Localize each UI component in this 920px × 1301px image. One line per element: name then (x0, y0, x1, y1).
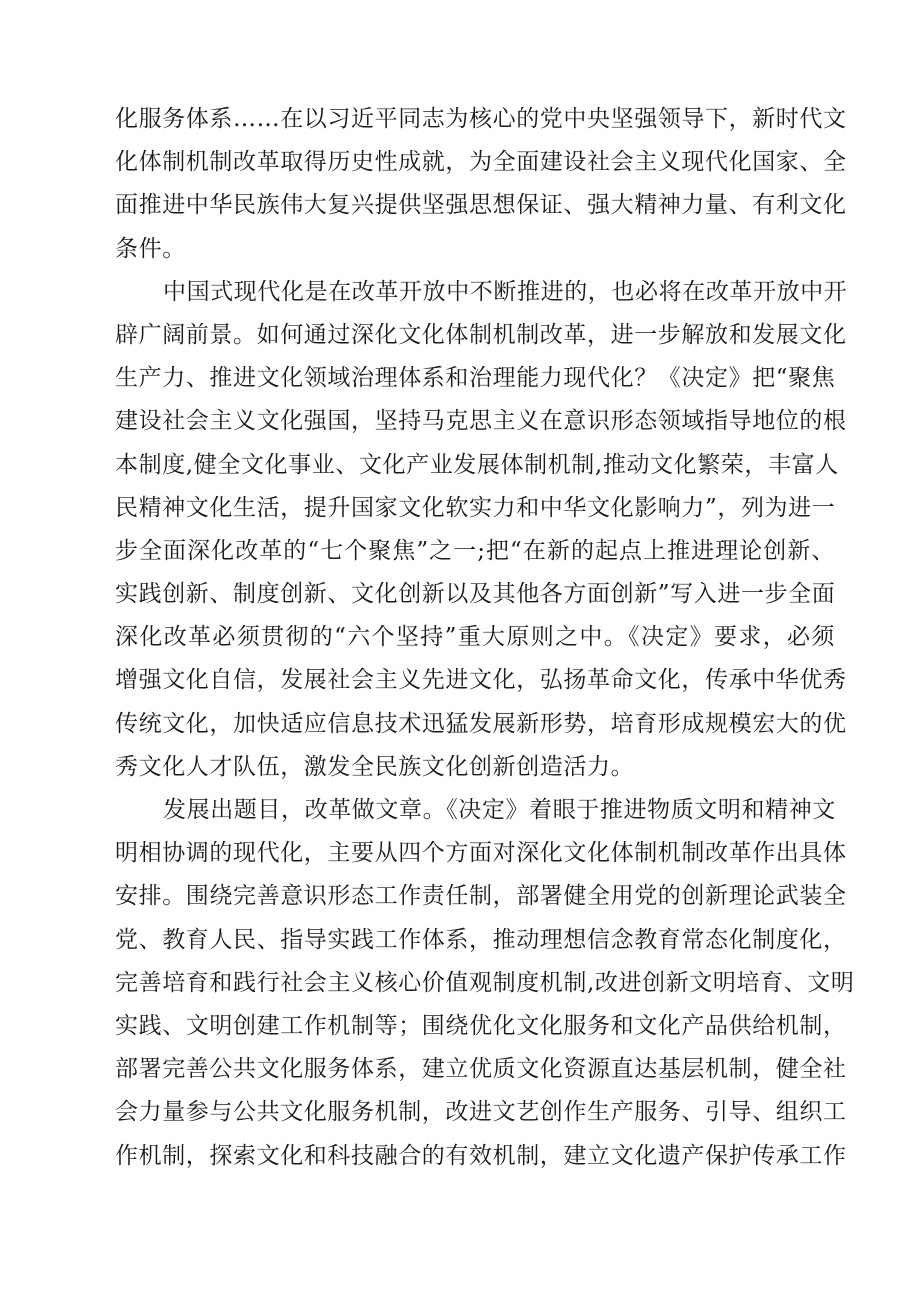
paragraph (115, 271, 848, 789)
text-line: 明相协调的现代化，主要从四个方面对深化文化体制机制改革作出具体 (115, 840, 847, 867)
text-line: 会力量参与公共文化服务机制，改进文艺创作生产服务、引导、组织工 (115, 1099, 847, 1126)
text-line: 完善培育和践行社会主义核心价值观制度机制,改进创新文明培育、文明 (115, 969, 855, 996)
text-line: 条件。 (115, 235, 186, 262)
text-line: 秀文化人才队伍，激发全民族文化创新创造活力。 (115, 753, 635, 780)
text-line: 党、教育人民、指导实践工作体系，推动理想信念教育常态化制度化， (115, 926, 847, 953)
text-line: 化体制机制改革取得历史性成就，为全面建设社会主义现代化国家、全 (115, 149, 847, 176)
text-line: 化服务体系……在以习近平同志为核心的党中央坚强领导下，新时代文 (115, 106, 847, 132)
text-line: 传统文化，加快适应信息技术迅猛发展新形势，培育形成规模宏大的优 (115, 710, 847, 737)
text-line: 发展出题目，改革做文章。《决定》着眼于推进物质文明和精神文 (163, 797, 836, 823)
text-line: 本制度,健全文化事业、文化产业发展体制机制,推动文化繁荣，丰富人 (115, 451, 839, 478)
text-line: 增强文化自信，发展社会主义先进文化，弘扬革命文化，传承中华优秀 (115, 667, 847, 694)
text-line: 安排。围绕完善意识形态工作责任制，部署健全用党的创新理论武装全 (115, 883, 847, 910)
text-line: 生产力、推进文化领域治理体系和治理能力现代化？《决定》把“聚焦 (115, 365, 836, 392)
text-line: 民精神文化生活，提升国家文化软实力和中华文化影响力”，列为进一 (115, 494, 836, 521)
paragraph (115, 789, 855, 1178)
text-line: 建设社会主义文化强国，坚持马克思主义在意识形态领域指导地位的根 (115, 408, 847, 435)
text-line: 步全面深化改革的“七个聚焦”之一;把“在新的起点上推进理论创新、 (115, 537, 835, 564)
text-line: 面推进中华民族伟大复兴提供坚强思想保证、强大精神力量、有利文化 (115, 192, 847, 219)
text-line: 辟广阔前景。如何通过深化文化体制机制改革，进一步解放和发展文化 (115, 321, 847, 348)
text-line: 实践创新、制度创新、文化创新以及其他各方面创新”写入进一步全面 (115, 581, 836, 608)
text-line: 部署完善公共文化服务体系，建立优质文化资源直达基层机制，健全社 (115, 1056, 847, 1083)
text-line: 作机制，探索文化和科技融合的有效机制，建立文化遗产保护传承工作 (115, 1142, 847, 1169)
paragraph (115, 98, 847, 271)
text-line: 中国式现代化是在改革开放中不断推进的，也必将在改革开放中开 (163, 278, 848, 305)
text-line: 深化改革必须贯彻的“六个坚持”重大原则之中。《决定》要求，必须 (115, 624, 835, 651)
text-line: 实践、文明创建工作机制等；围绕优化文化服务和文化产品供给机制， (115, 1012, 847, 1039)
body-text (115, 98, 855, 1178)
